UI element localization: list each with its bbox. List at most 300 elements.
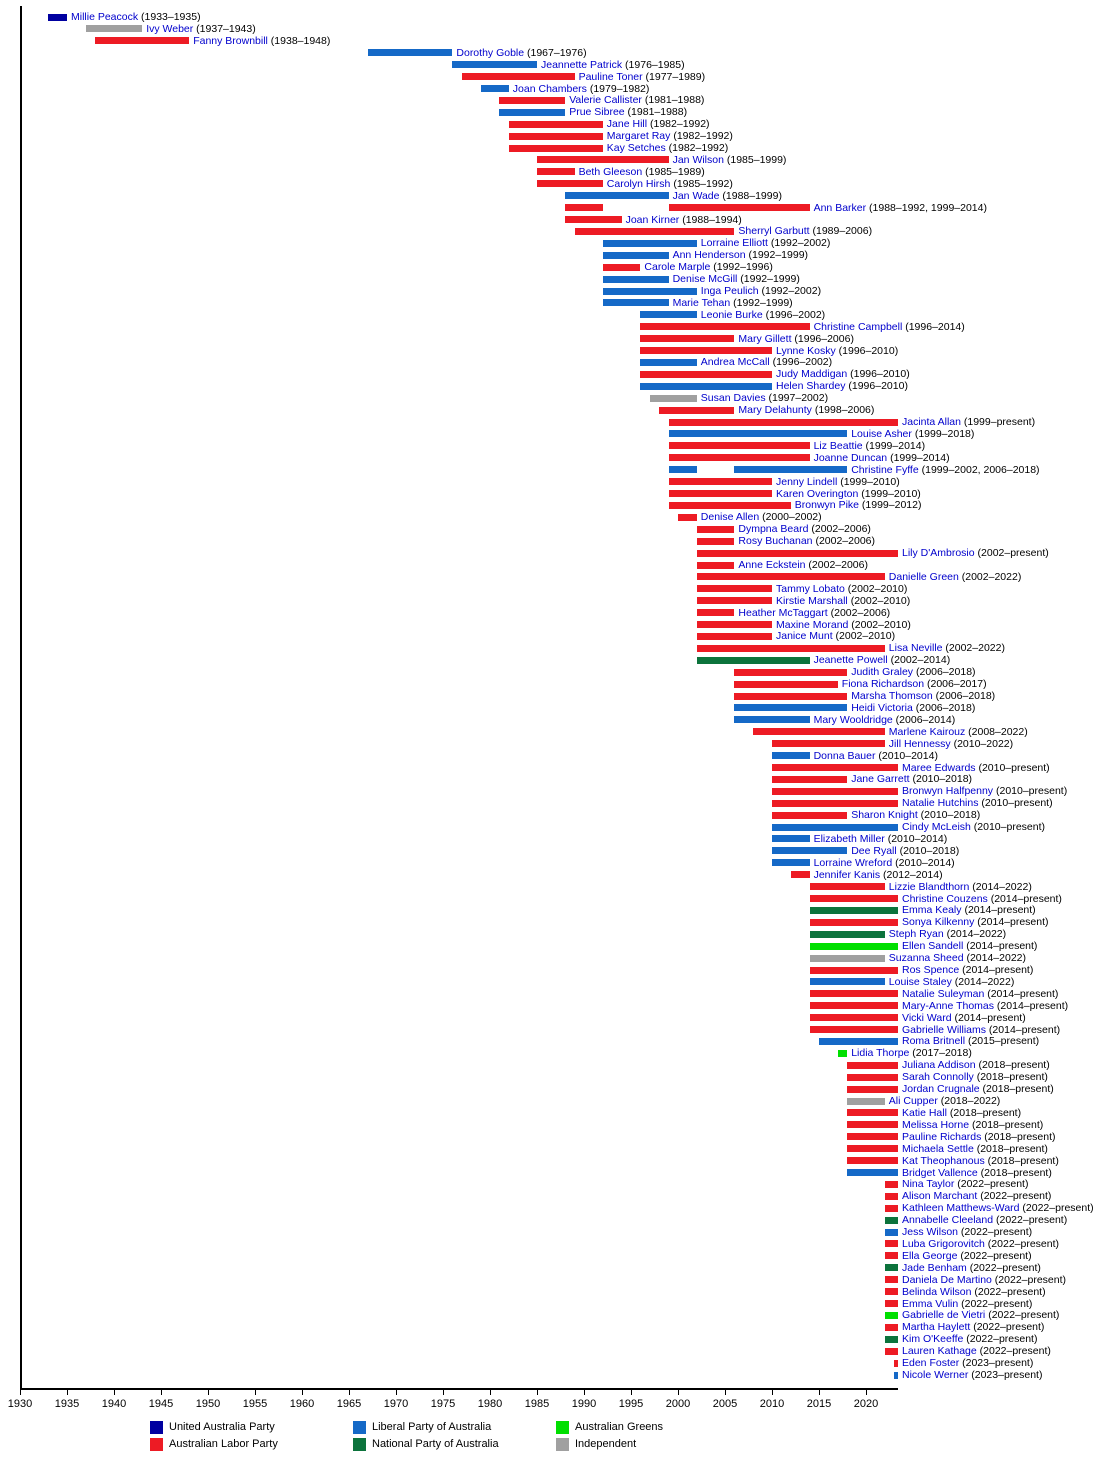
timeline-bar [368,49,453,56]
member-name-link[interactable]: Juliana Addison [902,1059,976,1072]
member-label [902,988,1058,1000]
member-label [889,952,1026,964]
timeline-bar [603,288,697,295]
member-label [902,1178,1028,1190]
member-name-link[interactable]: Anne Eckstein [738,559,806,571]
timeline-bar [565,216,621,223]
timeline-bar [772,752,810,759]
member-name-link[interactable]: Sonya Kilkenny [902,916,975,929]
member-name-link[interactable]: Dee Ryall [851,844,897,857]
timeline-bar [885,1324,898,1331]
member-name-link[interactable]: Melissa Horne [902,1118,970,1131]
member-label [607,142,728,154]
member-years: (1938–1948) [267,34,331,47]
member-name-link[interactable]: Jane Hill [606,118,648,131]
member-years: (1996–2010) [847,368,910,381]
member-name-link[interactable]: Lily D'Ambrosio [902,547,975,559]
member-label [889,881,1032,893]
member-label [71,11,201,23]
member-label [738,404,874,416]
member-name-link[interactable]: Pauline Toner [578,70,643,83]
member-name-link[interactable]: Sharon Knight [851,809,918,822]
timeline-bar [697,645,885,652]
member-years: (2023–present) [968,1369,1043,1381]
member-years: (1998–2006) [811,404,875,417]
member-name-link[interactable]: Sherryl Garbutt [738,225,810,238]
member-name-link[interactable]: Dorothy Goble [456,46,525,59]
member-years: (1996–2010) [835,344,899,357]
legend-swatch-ind [556,1438,569,1451]
member-label [513,83,650,95]
member-name-link[interactable]: Gabrielle Williams [902,1023,987,1036]
member-years: (1985–1992) [670,177,733,190]
member-years: (2002–2006) [827,606,891,619]
member-years: (2010–2014) [884,832,948,845]
member-name-link[interactable]: Christine Fyffe [851,463,919,476]
member-years: (2022–present) [958,1297,1033,1310]
member-name-link[interactable]: Millie Peacock [71,11,139,23]
timeline-bar [697,562,735,569]
member-name-link[interactable]: Valerie Callister [569,94,642,107]
member-label [851,428,974,440]
member-name-link[interactable]: Pauline Richards [902,1130,982,1143]
member-years: (1999–2010) [837,475,900,488]
member-name-link[interactable]: Ros Spence [902,964,960,976]
member-label [607,130,733,142]
member-name-link[interactable]: Jeanette Powell [813,654,888,667]
member-name-link[interactable]: Joanne Duncan [813,451,888,464]
axis-tick [67,1390,68,1395]
member-name-link[interactable]: Mary Delahunty [738,404,812,417]
member-label [738,225,872,237]
member-years: (2006–2018) [913,666,976,679]
timeline-bar [48,14,67,21]
timeline-bar [697,657,810,664]
member-name-link[interactable]: Marlene Kairouz [888,725,966,738]
member-name-link[interactable]: Ellen Sandell [902,940,964,953]
axis-tick [20,1390,21,1395]
timeline-bar [885,1300,898,1307]
legend-label: Australian Greens [575,1421,664,1433]
member-name-link[interactable]: Jacinta Allan [902,416,961,428]
axis-tick-label: 1985 [524,1398,550,1410]
timeline-bar [650,395,697,402]
timeline-bar [885,1217,898,1224]
member-years: (2022–present) [954,1178,1029,1191]
member-name-link[interactable]: Steph Ryan [888,928,944,941]
member-years: (1996–2010) [845,380,908,393]
member-name-link[interactable]: Jennifer Kanis [813,868,881,881]
axis-tick-label: 1955 [242,1398,268,1410]
member-label [902,1333,1037,1345]
member-years: (2010–2014) [892,856,955,869]
member-label [673,297,793,309]
member-name-link[interactable]: Fiona Richardson [841,678,925,691]
timeline-bar [565,192,668,199]
member-name-link[interactable]: Cindy McLeish [902,821,971,833]
member-name-link[interactable]: Nicole Werner [902,1369,969,1381]
member-name-link[interactable]: Jeannette Patrick [541,58,623,71]
member-name-link[interactable]: Christine Campbell [813,320,903,333]
member-years: (2018–present) [979,1083,1054,1096]
member-name-link[interactable]: Bridget Vallence [902,1166,978,1179]
member-years: (2018–2022) [937,1095,1001,1107]
timeline-bar [885,1181,898,1188]
member-name-link[interactable]: Karen Overington [776,487,859,500]
member-label [851,666,975,678]
timeline-bar [791,871,810,878]
member-years: (1999–2014) [862,439,926,452]
timeline-bar [894,1372,898,1379]
member-label [607,118,710,130]
member-name-link[interactable]: Jenny Lindell [776,475,838,488]
member-name-link[interactable]: Liz Beattie [813,439,863,452]
member-years: (1996–2006) [791,332,854,345]
timeline-bar [810,955,885,962]
member-name-link[interactable]: Judith Graley [851,666,914,679]
axis-tick [490,1390,491,1395]
timeline-bar [669,466,697,473]
member-name-link[interactable]: Denise McGill [672,273,738,286]
timeline-bar [697,609,735,616]
timeline-bar [462,73,575,80]
timeline-bar [678,514,697,521]
member-name-link[interactable]: Mary Wooldridge [813,713,893,726]
member-name-link[interactable]: Heidi Victoria [851,701,913,714]
timeline-bar [734,681,837,688]
member-years: (2002–2010) [832,630,896,643]
member-name-link[interactable]: Bronwyn Pike [794,499,859,512]
member-name-link[interactable]: Christine Couzens [902,892,988,905]
member-name-link[interactable]: Donna Bauer [813,749,876,762]
member-years: (2023–present) [959,1357,1034,1370]
member-name-link[interactable]: Ann Barker [813,201,867,214]
member-name-link[interactable]: Vicki Ward [902,1011,952,1024]
member-name-link[interactable]: Jan Wilson [672,153,724,166]
member-label [738,523,871,535]
member-years: (1981–1988) [641,94,705,107]
timeline-bar [669,419,898,426]
member-name-link[interactable]: Ivy Weber [146,22,194,35]
axis-tick [396,1390,397,1395]
member-name-link[interactable]: Lorraine Wreford [813,856,893,869]
axis-tick [631,1390,632,1395]
member-label [902,1083,1054,1095]
member-years: (2014–present) [961,904,1036,917]
member-name-link[interactable]: Ella George [902,1249,958,1262]
member-label [579,166,705,178]
member-years: (2000–2002) [759,511,822,524]
member-name-link[interactable]: Marie Tehan [672,296,731,309]
legend-label: Australian Labor Party [169,1438,278,1450]
timeline-bar [810,931,885,938]
member-years: (1985–1999) [723,153,787,166]
timeline-bar [669,454,810,461]
timeline-bar [885,1288,898,1295]
timeline-bar [847,1157,898,1164]
member-years: (1989–2006) [809,225,873,238]
member-name-link[interactable]: Louise Staley [888,975,952,988]
member-years: (1999–present) [960,416,1036,428]
member-years: (2022–present) [977,1190,1052,1203]
timeline-bar [640,359,696,366]
member-years: (2014–present) [959,964,1034,976]
member-name-link[interactable]: Kathleen Matthews-Ward [902,1202,1020,1215]
member-label [851,845,959,857]
member-name-link[interactable]: Janice Munt [776,630,833,643]
member-years: (1982–1992) [670,130,733,143]
member-name-link[interactable]: Lauren Kathage [902,1345,977,1358]
member-label [902,1250,1032,1262]
member-label [701,237,831,249]
member-years: (2014–present) [984,987,1059,1000]
member-name-link[interactable]: Sarah Connolly [902,1071,974,1084]
member-name-link[interactable]: Mary-Anne Thomas [902,999,995,1012]
member-name-link[interactable]: Kat Theophanous [902,1154,985,1167]
timeline-bar [603,264,641,271]
timeline-bar [753,728,885,735]
member-name-link[interactable]: Natalie Suleyman [902,987,985,1000]
member-name-link[interactable]: Ann Henderson [672,249,746,262]
member-years: (2018–present) [981,1130,1056,1143]
member-label [902,547,1049,559]
member-name-link[interactable]: Beth Gleeson [578,165,643,178]
member-years: (2014–present) [994,999,1069,1012]
member-years: (2010–present) [970,821,1046,833]
member-name-link[interactable]: Maree Edwards [902,761,976,774]
member-label [902,1309,1059,1321]
member-name-link[interactable]: Jane Garrett [851,773,910,786]
member-name-link[interactable]: Daniela De Martino [902,1273,992,1286]
axis-tick-label: 1965 [336,1398,362,1410]
member-years: (2002–2010) [844,582,908,595]
member-name-link[interactable]: Jordan Crugnale [902,1083,980,1096]
timeline-bar [565,204,603,211]
member-name-link[interactable]: Dympna Beard [738,523,809,536]
member-years: (2010–2018) [917,809,981,822]
timeline-bar [810,943,898,950]
member-label [851,1047,972,1059]
member-years: (1988–1999) [719,189,782,202]
member-label [842,678,987,690]
member-years: (1977–1989) [642,70,706,83]
member-years: (2022–present) [976,1345,1051,1358]
member-years: (2014–2022) [943,928,1007,941]
member-label [902,893,1062,905]
timeline-bar [669,502,791,509]
member-name-link[interactable]: Rosy Buchanan [738,535,813,548]
timeline-bar [697,538,735,545]
member-years: (2022–present) [1019,1202,1094,1215]
member-name-link[interactable]: Danielle Green [888,570,959,583]
member-name-link[interactable]: Lidia Thorpe [851,1047,910,1060]
member-name-link[interactable]: Judy Maddigan [776,368,848,381]
member-name-link[interactable]: Jan Wade [672,189,720,202]
member-name-link[interactable]: Ali Cupper [888,1095,938,1107]
member-name-link[interactable]: Elizabeth Miller [813,832,885,845]
member-years: (2008–2022) [965,725,1028,738]
timeline-bar [575,228,735,235]
timeline-bar [697,573,885,580]
member-name-link[interactable]: Gabrielle de Vietri [902,1309,986,1322]
member-name-link[interactable]: Martha Haylett [902,1321,971,1334]
axis-tick-label: 1935 [54,1398,80,1410]
legend-swatch-nat [353,1438,366,1451]
timeline-bar [509,121,603,128]
member-label [701,309,825,321]
member-name-link[interactable]: Louise Asher [851,427,912,440]
member-name-link[interactable]: Kim O'Keeffe [902,1333,964,1346]
member-name-link[interactable]: Denise Allen [700,511,760,524]
member-years: (1999–2002, 2006–2018) [918,463,1040,476]
member-name-link[interactable]: Jill Hennessy [888,737,951,750]
legend-swatch-uap [150,1421,163,1434]
member-name-link[interactable]: Emma Kealy [902,904,962,917]
legend-swatch-alp [150,1438,163,1451]
timeline-bar [885,1229,898,1236]
timeline-bar [847,1086,898,1093]
member-name-link[interactable]: Luba Grigorovitch [902,1237,985,1250]
axis-tick-label: 1940 [101,1398,127,1410]
member-name-link[interactable]: Lisa Neville [888,642,943,655]
member-label [902,1167,1052,1179]
member-label [644,261,772,273]
timeline-bar [537,156,669,163]
member-name-link[interactable]: Heather McTaggart [738,606,828,619]
timeline-bar [669,204,810,211]
member-label [776,488,921,500]
axis-tick-label: 1980 [477,1398,503,1410]
member-name-link[interactable]: Bronwyn Halfpenny [902,785,994,798]
member-name-link[interactable]: Fanny Brownbill [193,34,268,47]
member-label [851,809,980,821]
timeline-bar [772,835,810,842]
member-name-link[interactable]: Maxine Morand [776,618,849,631]
member-name-link[interactable]: Michaela Settle [902,1142,974,1155]
member-name-link[interactable]: Suzanna Sheed [888,952,964,964]
member-label [889,726,1028,738]
timeline-bar [659,407,734,414]
member-name-link[interactable]: Jess Wilson [902,1226,959,1238]
member-years: (1992–2002) [758,285,822,297]
member-label [902,1071,1048,1083]
member-name-link[interactable]: Lizzie Blandthorn [888,880,970,893]
member-name-link[interactable]: Annabelle Cleeland [902,1214,994,1227]
member-label [902,1357,1033,1369]
member-label [902,797,1053,809]
member-label [456,47,586,59]
member-name-link[interactable]: Margaret Ray [606,130,671,143]
member-years: (2022–present) [966,1261,1041,1274]
member-years: (2010–2018) [896,844,960,857]
timeline-bar [452,61,537,68]
member-years: (1992–1996) [710,261,773,274]
member-years: (2002–2014) [887,654,951,667]
member-name-link[interactable]: Tammy Lobato [776,582,845,595]
member-name-link[interactable]: Inga Peulich [700,285,759,297]
member-name-link[interactable]: Kay Setches [606,142,666,154]
member-name-link[interactable]: Marsha Thomson [851,690,933,702]
timeline-bar [603,276,669,283]
member-name-link[interactable]: Belinda Wilson [902,1285,972,1298]
member-years: (2010–present) [993,785,1068,798]
member-years: (1979–1982) [586,82,650,95]
timeline-bar [734,716,809,723]
member-name-link[interactable]: Kirstie Marshall [776,594,848,607]
timeline-bar [810,1014,898,1021]
member-years: (2018–present) [969,1118,1044,1131]
member-years: (1996–2014) [902,320,965,333]
member-label [701,356,832,368]
axis-tick-label: 1995 [618,1398,644,1410]
member-name-link[interactable]: Joan Chambers [512,82,587,95]
member-name-link[interactable]: Lynne Kosky [776,344,836,357]
timeline-bar [810,895,898,902]
member-label [851,690,995,702]
timeline-bar [847,1098,885,1105]
member-label [902,964,1033,976]
legend-label: United Australia Party [169,1421,275,1433]
member-label [889,571,1022,583]
member-name-link[interactable]: Joan Kirner [625,213,680,226]
member-years: (1976–1985) [622,58,685,71]
member-name-link[interactable]: Jade Benham [902,1261,967,1274]
member-label [776,345,898,357]
member-years: (2014–present) [951,1011,1026,1024]
member-label [814,833,948,845]
member-label [738,535,875,547]
member-name-link[interactable]: Leonie Burke [700,308,763,321]
member-name-link[interactable]: Susan Davies [700,392,766,405]
member-name-link[interactable]: Helen Shardey [776,380,846,393]
member-years: (2010–present) [975,761,1050,774]
member-label [902,1238,1059,1250]
member-name-link[interactable]: Carole Marple [644,261,711,274]
member-name-link[interactable]: Emma Vulin [902,1297,959,1310]
member-years: (2017–2018) [909,1047,972,1060]
member-years: (1999–2012) [859,499,922,512]
member-name-link[interactable]: Lorraine Elliott [700,237,768,250]
member-years: (2018–present) [984,1154,1059,1167]
timeline-bar [772,859,810,866]
member-years: (2014–2022) [963,952,1026,964]
member-label [889,976,1015,988]
member-name-link[interactable]: Prue Sibree [569,106,625,119]
axis-tick [772,1390,773,1395]
member-name-link[interactable]: Natalie Hutchins [902,797,979,810]
timeline-bar [772,824,898,831]
member-name-link[interactable]: Nina Taylor [902,1178,955,1191]
member-label [902,1000,1068,1012]
timeline-bar [847,1062,898,1069]
member-name-link[interactable]: Carolyn Hirsh [606,177,671,190]
member-label [673,190,782,202]
member-years: (2022–present) [993,1214,1068,1227]
member-label [701,285,821,297]
member-label [902,1214,1067,1226]
timeline-bar [509,133,603,140]
member-years: (1996–2002) [769,356,833,369]
member-name-link[interactable]: Katie Hall [902,1106,947,1119]
member-years: (2002–2006) [808,523,871,536]
member-name-link[interactable]: Mary Gillett [738,332,792,345]
member-label [701,511,822,523]
member-name-link[interactable]: Eden Foster [902,1357,960,1370]
member-name-link[interactable]: Alison Marchant [902,1190,978,1203]
member-name-link[interactable]: Roma Britnell [902,1035,966,1048]
member-label [579,71,706,83]
member-name-link[interactable]: Andrea McCall [700,356,770,369]
